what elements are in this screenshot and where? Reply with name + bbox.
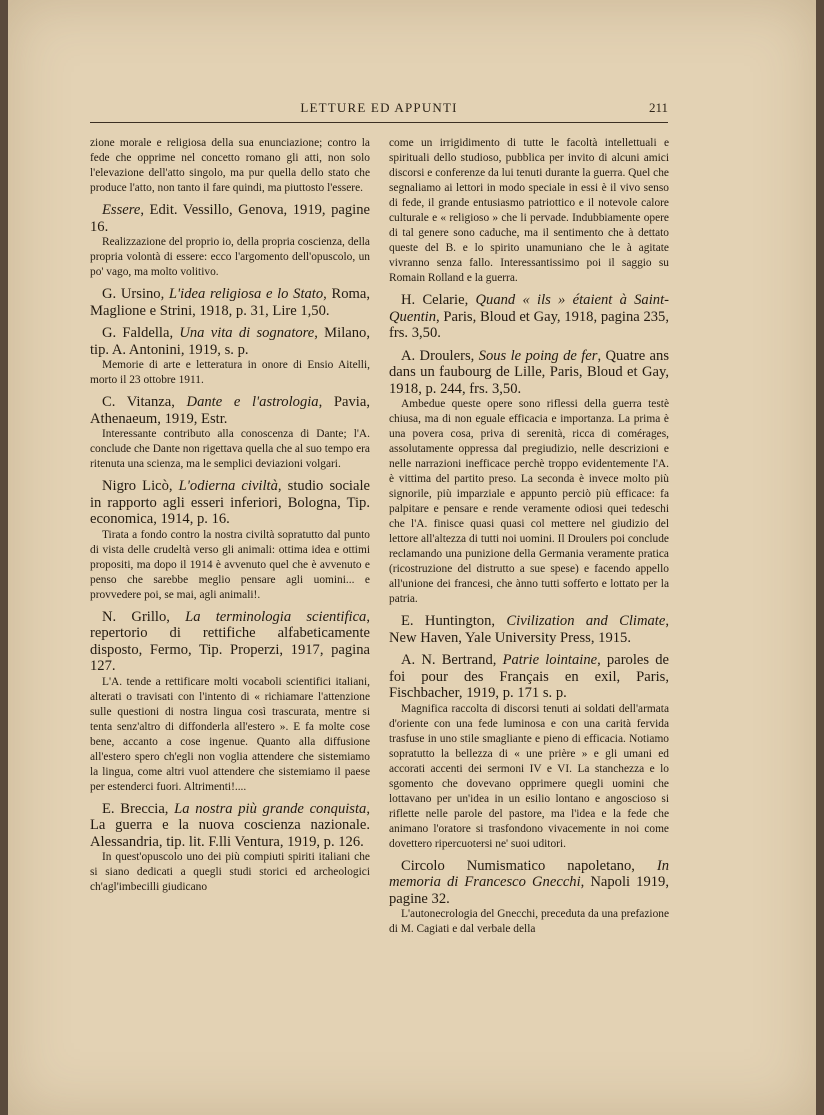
- entry-citation: [90, 801, 370, 851]
- entry-review-text: Realizzazione del proprio io, della propria coscienza, della propria volontà di essere: ecco l'argomento dell'opuscolo, un po' vago, ma molto volitivo.: [90, 236, 370, 278]
- right-entries: [389, 292, 669, 937]
- review-entry: [389, 348, 669, 608]
- entry-review-text: Interessante contributo alla conoscenza di Dante; l'A. conclude che Dante non rigettava quella che al suo tempo era ritenuta una scienza, ma le semplici deviazioni volgari.: [90, 428, 370, 470]
- entry-author: N. Grillo,: [102, 608, 186, 625]
- entry-publication: , paroles de foi pour des Français en exil, Paris, Fischbacher, 1919, p. 171 s. p.: [389, 652, 669, 701]
- entry-review-text: L'A. tende a rettificare molti vocaboli scientifici italiani, alterati o travisati con l'intento di « richiamare l'attenzione sulle questioni di nostra lingua così trascurata, mentre si tenta senz'altro di diffonderla all'estero ». E fa molte cose bene, accanto a cose ingenue. Quanto alla diffusione all'estero spero ch'egli non voglia attendere che sistemiamo la lingua, come altri vuol attendere che sistemiamo il paese per estenderci fuori. Altrimenti!....: [90, 675, 370, 793]
- entry-review-text: Ambedue queste opere sono riflessi della guerra testè chiusa, ma di non eguale efficacia e importanza. La prima è una povera cosa, priva di serenità, ricca di comérages, assolutamente oppressa dal pregiudizio, nelle descrizioni e nelle narrazioni inefficace perchè troppo evidentemente l'A. è vittima del partito preso. La seconda è invece molto più signorile, più imparziale e appunto perciò più efficace: fa palpitare e pensare e rende veramente odiosi quei tedeschi che l'A. finisce quasi quasi col mettere nel giudizio del lettore all'altezza di tutti noi uomini. Il Droulers poi conclude reclamando una punizione della Germania veramente pratica (ricostruzione del distrutto a sue spese) e facendo appello all'unione dei francesi, che ànno tutti sofferto e lottato per la patria.: [389, 398, 669, 605]
- entry-citation: [90, 325, 370, 358]
- running-title: LETTURE ED APPUNTI: [300, 100, 458, 115]
- entry-title: La terminologia scientifica: [185, 608, 367, 625]
- entry-publication: , repertorio di rettifiche alfabeticamente disposto, Fermo, Tip. Properzi, 1917, pagina 127.: [90, 608, 370, 674]
- left-entries: [90, 202, 370, 895]
- review-entry: [389, 292, 669, 342]
- entry-publication: , Edit. Vessillo, Genova, 1919, pagine 16.: [90, 202, 370, 235]
- entry-publication: , Roma, Maglione e Strini, 1918, p. 31, Lire 1,50.: [90, 286, 370, 319]
- entry-publication: , Napoli 1919, pagine 32.: [389, 874, 669, 907]
- entry-title: Sous le poing de fer: [478, 347, 598, 364]
- entry-review-text: Tirata a fondo contro la nostra civiltà sopratutto dal punto di vista delle crudeltà verso gli animali: ottima idea e ottimi propositi, ma dopo il 1914 è avvenuto quel che è avvenuto e penso che sarebbe meglio pensare agli uomini... e provvedere poi, se mai, agli animali!.: [90, 528, 370, 601]
- continuation-text: zione morale e religiosa della sua enunciazione; contro la fede che opprime nel concetto romano gli atti, non solo l'elevazione dell'atto singolo, ma pur quella dello stato che produce l'atto, non tanto il fare quindi, ma piuttosto l'essere.: [90, 137, 370, 194]
- entry-title: L'idea religiosa e lo Stato: [168, 286, 324, 302]
- entry-title: L'odierna civiltà: [178, 478, 278, 494]
- review-entry: [389, 613, 669, 646]
- review-entry: [90, 801, 370, 896]
- review-entry: [90, 478, 370, 603]
- continuation-text: come un irrigidimento di tutte le facoltà intellettuali e spirituali dello studioso, pubblica per invito di alcuni amici discorsi e conferenze da lui tenuti durante la guerra. Quel che segnaliamo ai lettori in modo speciale in essi è il vivo senso di fede, il grande entusiasmo patriottico e il notevole calore culturale e « religioso » che li pervade. Indubbiamente opere di tal genere sono caduche, ma il sentimento che à dettato queste del B. e lo spirito unamuniano che le à agitate vivranno senza fallo. Interessantissimo poi il saggio su Romain Rolland e la guerra.: [389, 137, 669, 284]
- entry-author: A. N. Bertrand,: [401, 652, 503, 668]
- entry-author: Nigro Licò,: [102, 478, 179, 494]
- entry-publication: , Pavia, Athenaeum, 1919, Estr.: [90, 394, 370, 427]
- entry-author: G. Faldella,: [102, 325, 180, 341]
- entry-review-text: Memorie di arte e letteratura in onore di Ensio Aitelli, morto il 23 ottobre 1911.: [90, 359, 370, 386]
- entry-author: E. Huntington,: [401, 613, 507, 629]
- right-column: [389, 136, 669, 943]
- entry-title: Dante e l'astrologia: [186, 394, 319, 410]
- entry-publication: , Quatre ans dans un faubourg de Lille, Paris, Bloud et Gay, 1918, p. 244, frs. 3,50.: [389, 347, 669, 397]
- entry-title: Essere: [102, 202, 141, 218]
- entry-author: G. Ursino,: [102, 286, 169, 302]
- entry-publication: , studio sociale in rapporto agli esseri inferiori, Bologna, Tip. economica, 1914, p. 16.: [90, 478, 370, 527]
- entry-citation: [90, 394, 370, 427]
- entry-citation: [90, 609, 370, 675]
- entry-citation: [389, 348, 669, 398]
- review-entry: [389, 652, 669, 852]
- entry-title: Quand « ils » étaient à Saint-Quentin: [389, 292, 669, 325]
- entry-citation: [90, 202, 370, 235]
- entry-publication: , Paris, Bloud et Gay, 1918, pagina 235, frs. 3,50.: [389, 308, 669, 341]
- entry-publication: , New Haven, Yale University Press, 1915.: [389, 613, 669, 646]
- page-number: 211: [648, 100, 668, 115]
- entry-author: A. Droulers,: [401, 347, 479, 364]
- page: [8, 0, 816, 1115]
- review-entry: [90, 609, 370, 795]
- entry-review-text: In quest'opuscolo uno dei più compiuti spiriti italiani che si siano dedicati a quegli studi storici ed archeologici ch'agl'imbecilli giudicano: [90, 851, 370, 893]
- review-entry: [90, 394, 370, 472]
- entry-title: In memoria di Francesco Gnecchi: [389, 857, 669, 890]
- entry-author: Circolo Numismatico napoletano,: [401, 857, 657, 874]
- entry-review-text: L'autonecrologia del Gnecchi, preceduta da una prefazione di M. Cagiati e dal verbale della: [389, 908, 670, 935]
- entry-review-text: Magnifica raccolta di discorsi tenuti ai soldati dell'armata d'oriente con una fede luminosa e con una carità fervida trasfuse in uno stile smagliante e pieno di efficacia. Notiamo sopratutto la bellezza di « une prière » e gli umani ed accorati accenti dei sermoni IV e VI. La stanchezza e lo sgomento che dovevano opprimere quegli uomini che lottavano per un'idea in un esilio lontano e angoscioso si riflette nelle parole del pastore, ma l'idea e la fede che animano l'oratore si trasfondono vivacemente in noi come dovettero ripercuotersi ne' suoi uditori.: [389, 702, 669, 850]
- entry-citation: [389, 292, 669, 342]
- entry-publication: , Milano, tip. A. Antonini, 1919, s. p.: [90, 325, 370, 358]
- running-header: [90, 100, 668, 122]
- entry-citation: [389, 652, 669, 702]
- entry-citation: [90, 286, 370, 319]
- left-column: [90, 136, 370, 901]
- entry-citation: [389, 858, 669, 908]
- review-entry: [90, 202, 370, 280]
- entry-title: Una vita di sognatore: [179, 325, 315, 341]
- review-entry: [90, 325, 370, 388]
- entry-author: C. Vitanza,: [102, 394, 187, 410]
- review-entry: [90, 286, 370, 319]
- entry-citation: [389, 613, 669, 646]
- entry-title: Patrie lointaine: [502, 652, 598, 668]
- header-rule: [90, 122, 668, 123]
- entry-citation: [90, 478, 370, 528]
- entry-publication: , La guerra e la nuova coscienza nazionale. Alessandria, tip. lit. F.lli Ventura, 1919, p. 126.: [90, 800, 370, 850]
- entry-author: E. Breccia,: [102, 800, 175, 817]
- entry-author: H. Celarie,: [401, 292, 476, 308]
- review-entry: [389, 858, 669, 938]
- entry-title: La nostra più grande conquista: [174, 800, 367, 817]
- entry-title: Civilization and Climate: [506, 613, 666, 629]
